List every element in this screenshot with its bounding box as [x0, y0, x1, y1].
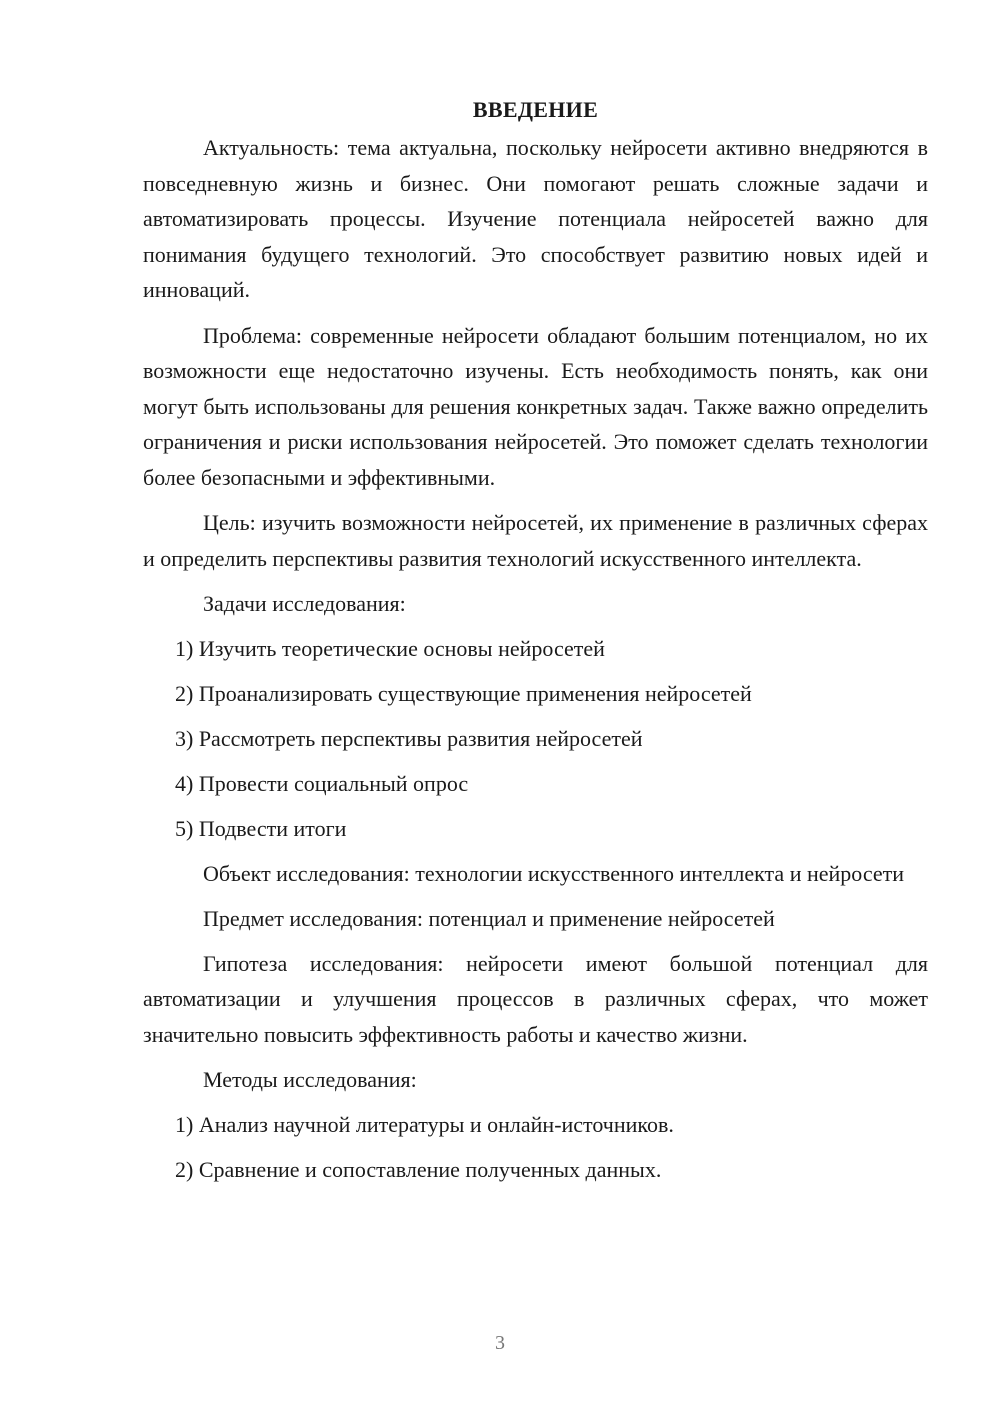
task-item-2: 2) Проанализировать существующие применения нейросетей [175, 680, 752, 706]
methods-heading: Методы исследования: [203, 1067, 417, 1092]
goal-paragraph: Цель: изучить возможности нейросетей, их применение в различных сферах и определить перспективы развития технологий искусственного интеллекта. [143, 510, 928, 571]
task-item-5: 5) Подвести итоги [175, 815, 347, 841]
subject-paragraph: Предмет исследования: потенциал и применение нейросетей [203, 906, 775, 931]
document-page [143, 92, 928, 1197]
relevance-paragraph: Актуальность: тема актуальна, поскольку нейросети активно внедряются в повседневную жизнь и бизнес. Они помогают решать сложные задачи и автоматизировать процессы. Изучение потенциала нейросетей важно для понимания будущего технологий. Это способствует развитию новых идей и инноваций. [143, 135, 928, 302]
object-paragraph: Объект исследования: технологии искусственного интеллекта и нейросети [203, 860, 905, 886]
task-item-4: 4) Провести социальный опрос [175, 770, 469, 796]
tasks-heading: Задачи исследования: [203, 591, 406, 616]
section-heading: ВВЕДЕНИЕ [472, 97, 599, 122]
method-item-1: 1) Анализ научной литературы и онлайн-источников. [175, 1111, 674, 1137]
task-item-3: 3) Рассмотреть перспективы развития нейросетей [175, 725, 643, 751]
method-item-2: 2) Сравнение и сопоставление полученных данных. [175, 1156, 662, 1182]
page-number: 3 [495, 1332, 505, 1354]
hypothesis-paragraph: Гипотеза исследования: нейросети имеют большой потенциал для автоматизации и улучшения процессов в различных сферах, что может значительно повысить эффективность работы и качество жизни. [143, 950, 928, 1047]
problem-paragraph: Проблема: современные нейросети обладают большим потенциалом, но их возможности еще недостаточно изучены. Есть необходимость понять, как они могут быть использованы для решения конкретных задач. Также важно определить ограничения и риски использования нейросетей. Это поможет сделать технологии более безопасными и эффективными. [143, 322, 928, 490]
task-item-1: 1) Изучить теоретические основы нейросетей [175, 635, 605, 661]
